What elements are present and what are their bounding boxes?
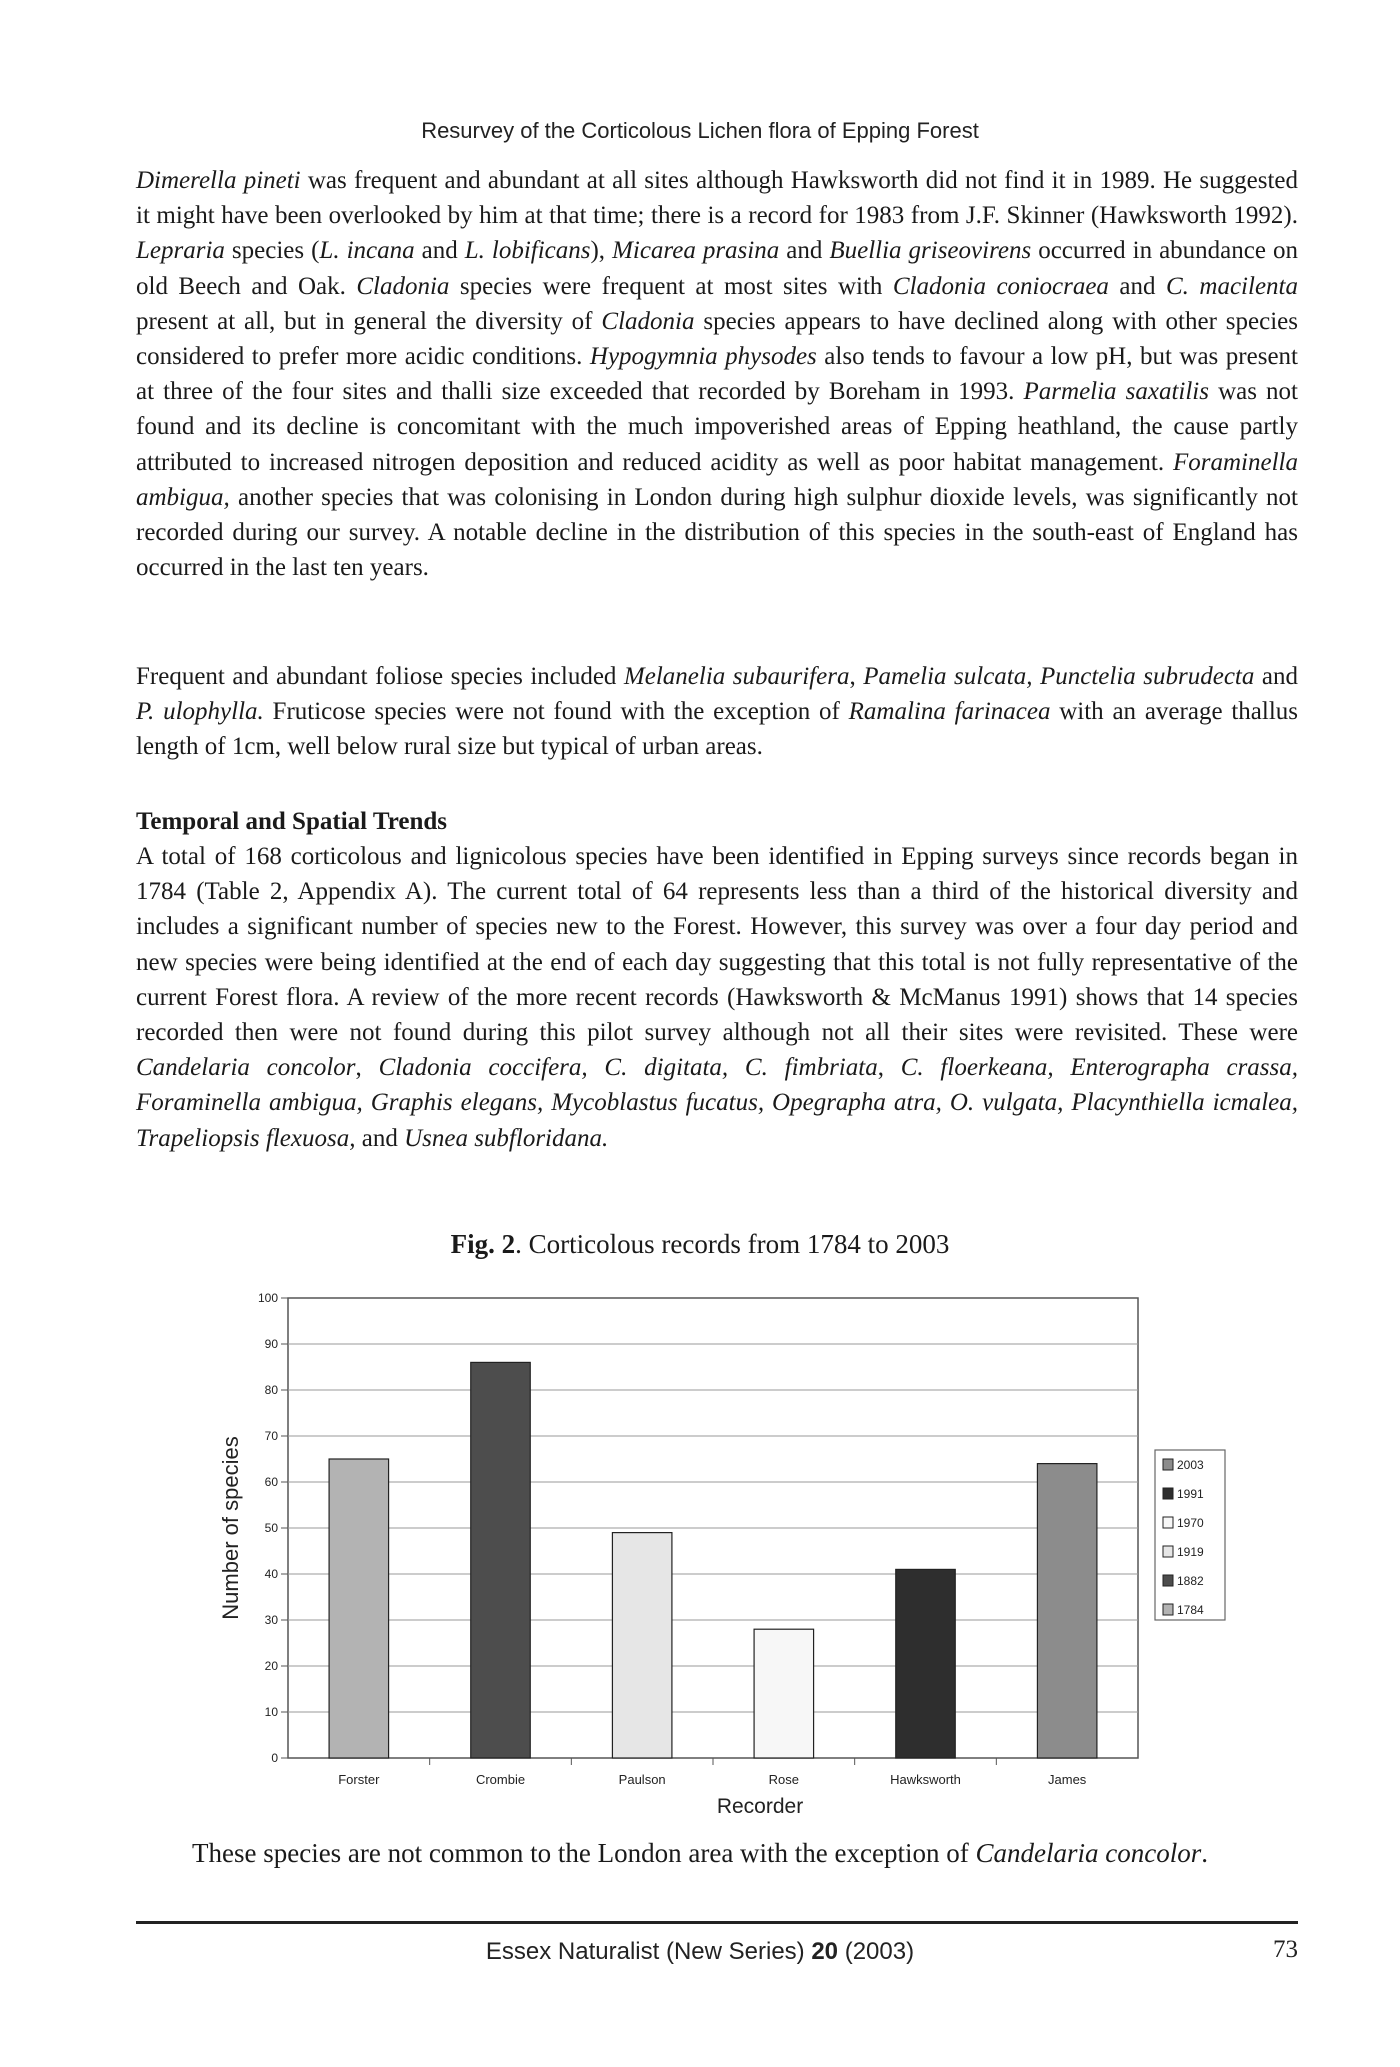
y-axis-ticks <box>258 1291 288 1765</box>
italic-run: C. floerkeana, Enterographa crassa, Foraminella ambigua, Graphis elegans, Mycoblastus fucatus, Opegrapha atra, O. vulgata, Placynthiella icmalea, Trapeliopsis flexuosa, <box>136 1054 1299 1152</box>
legend-box <box>1155 1450 1225 1620</box>
italic-run: Cladonia <box>356 272 450 300</box>
legend-label: 1991 <box>1177 1487 1204 1501</box>
x-tick-label: Rose <box>768 1772 800 1787</box>
running-head: Resurvey of the Corticolous Lichen flora of Epping Forest <box>421 118 979 143</box>
section-heading: Temporal and Spatial Trends <box>136 808 447 835</box>
paragraph-3 <box>136 839 1298 1156</box>
x-axis-ticks <box>338 1758 1087 1787</box>
bar-james <box>1037 1464 1097 1758</box>
text-run: These species are not common to the London area with the exception of <box>192 1838 976 1868</box>
y-tick-label: 100 <box>257 1291 278 1305</box>
paragraph-3-text <box>136 839 1298 1156</box>
text-run: A total of 168 corticolous and lignicolous species have been identified in Epping surveys since records began in 1784 (Table 2, Appendix A). The current total of 64 represents less than a third of the historical diversity and includes a significant number of species new to the Forest. However, this survey was over a four day period and new species were being identified at the end of each day suggesting that this total is not fully representative of the current Forest flora. A review of the more recent records (Hawksworth & McManus 1991) shows that 14 species recorded then were not found during this pilot survey although not all their sites were revisited. These were <box>136 843 1298 1047</box>
y-tick-label: 10 <box>264 1705 278 1719</box>
text-run: and <box>355 1124 405 1152</box>
legend-swatch <box>1163 1459 1173 1470</box>
x-tick-label: James <box>1048 1772 1087 1787</box>
italic-run: Usnea subfloridana. <box>404 1124 609 1152</box>
journal-volume: 20 <box>811 1938 839 1965</box>
italic-run: Ramalina farinacea <box>848 698 1051 726</box>
text-run: occurred in abundance on old Beech and Oak. <box>136 237 1298 300</box>
legend <box>1155 1450 1225 1620</box>
y-tick-label: 90 <box>264 1337 278 1351</box>
italic-run: Melanelia subaurifera <box>623 663 850 690</box>
italic-run: Foraminella ambigua, <box>136 448 1298 511</box>
italic-run: P. ulophylla. <box>136 698 264 726</box>
text-run: species ( <box>224 237 320 265</box>
y-tick-label: 60 <box>264 1475 278 1489</box>
x-axis-label: Recorder <box>716 1795 804 1818</box>
paragraph-2 <box>136 659 1298 765</box>
bar-chart <box>200 1288 1300 1828</box>
paragraph-1 <box>136 163 1298 585</box>
bar-crombie <box>471 1362 531 1758</box>
text-run: also tends to favour a low pH, but was present at three of the four sites and thalli size exceeded that recorded by Boreham in 1993. <box>136 343 1298 406</box>
journal-name: Essex Naturalist (New Series) <box>485 1938 812 1965</box>
text-run: species were frequent at most sites with <box>449 272 893 300</box>
italic-run: L. incana <box>319 237 415 265</box>
legend-label: 1882 <box>1177 1574 1204 1588</box>
y-tick-label: 30 <box>264 1613 278 1627</box>
page-number: 73 <box>1273 1936 1298 1963</box>
text-run: and <box>1254 663 1298 690</box>
legend-label: 2003 <box>1177 1458 1204 1472</box>
figure-caption-text: . Corticolous records from 1784 to 2003 <box>515 1229 950 1259</box>
bar-paulson <box>612 1533 672 1758</box>
journal-year: (2003) <box>838 1938 915 1965</box>
figure-caption <box>0 1229 1400 1260</box>
legend-label: 1919 <box>1177 1545 1204 1559</box>
legend-swatch <box>1163 1517 1173 1528</box>
paragraph-2-text <box>136 659 1298 765</box>
y-tick-label: 70 <box>264 1429 278 1443</box>
y-tick-label: 20 <box>264 1659 278 1673</box>
text-run: and <box>779 237 830 265</box>
italic-run: Dimerella pineti <box>136 167 301 194</box>
italic-run: Buellia griseovirens <box>829 237 1032 265</box>
italic-run: C. macilenta <box>1166 272 1298 300</box>
text-run: was frequent and abundant at all sites although Hawksworth did not find it in 1989. He suggested it might have been overlooked by him at that time; there is a record for 1983 from J.F. Skinner (Hawksworth 1992). <box>136 167 1298 230</box>
italic-run: Candelaria concolor <box>975 1838 1202 1868</box>
y-tick-label: 40 <box>264 1567 278 1581</box>
text-run: species appears to have declined along with other species considered to prefer more acidic conditions. <box>136 307 1299 371</box>
y-tick-label: 80 <box>264 1383 278 1397</box>
footer-journal <box>0 1938 1400 1966</box>
closing-text-content <box>192 1838 1208 1868</box>
bar-rose <box>754 1629 814 1758</box>
text-run: another species that was colonising in London during high sulphur dioxide levels, was significantly not recorded during our survey. A notable decline in the distribution of this species in the south-east of England has occurred in the last ten years. <box>136 483 1298 582</box>
text-run: and <box>414 237 465 265</box>
text-run: ), <box>590 237 613 265</box>
italic-run: Cladonia <box>601 307 695 335</box>
text-run: Fruticose species were not found with the exception of <box>263 698 849 726</box>
italic-run: Lepraria <box>136 237 225 265</box>
y-axis-label: Number of species <box>218 1436 243 1620</box>
text-run: , <box>877 1054 901 1082</box>
italic-run: Cladonia coccifera, C. digitata, C. fimbriata <box>378 1054 878 1082</box>
figure-label: Fig. 2 <box>450 1229 516 1259</box>
paragraph-1-text <box>136 163 1298 585</box>
bar-hawksworth <box>896 1569 956 1758</box>
italic-run: L. lobificans <box>464 237 591 265</box>
legend-swatch <box>1163 1488 1173 1499</box>
text-run: Frequent and abundant foliose species included <box>136 663 624 690</box>
text-run: . <box>1201 1838 1208 1868</box>
text-run: , <box>849 663 864 690</box>
x-tick-label: Hawksworth <box>890 1772 961 1787</box>
text-run: was not found and its decline is concomitant with the much impoverished areas of Epping heathland, the cause partly attributed to increased nitrogen deposition and reduced acidity as well as poor habitat management. <box>136 378 1299 476</box>
closing-text <box>0 1838 1400 1869</box>
text-run: and <box>1108 272 1166 300</box>
footer-rule <box>136 1921 1298 1924</box>
x-tick-label: Paulson <box>618 1772 666 1787</box>
y-tick-label: 0 <box>271 1751 278 1765</box>
legend-swatch <box>1163 1604 1173 1615</box>
bar-forster <box>329 1459 389 1758</box>
italic-run: Hypogymnia physodes <box>589 343 817 371</box>
text-run: present at all, but in general the diversity of <box>136 307 602 335</box>
italic-run: Candelaria concolor <box>136 1054 356 1082</box>
legend-label: 1784 <box>1177 1603 1204 1617</box>
legend-swatch <box>1163 1575 1173 1586</box>
y-tick-label: 50 <box>264 1521 278 1535</box>
italic-run: Pamelia sulcata, Punctelia subrudecta <box>863 663 1255 690</box>
text-run: with an average thallus length of 1cm, well below rural size but typical of urban areas. <box>136 698 1298 761</box>
legend-label: 1970 <box>1177 1516 1204 1530</box>
legend-swatch <box>1163 1546 1173 1557</box>
x-tick-label: Crombie <box>475 1772 526 1787</box>
x-tick-label: Forster <box>338 1772 380 1787</box>
text-run: , <box>355 1054 379 1082</box>
italic-run: Micarea prasina <box>612 237 780 265</box>
italic-run: Parmelia saxatilis <box>1023 378 1209 406</box>
italic-run: Cladonia coniocraea <box>892 272 1109 300</box>
